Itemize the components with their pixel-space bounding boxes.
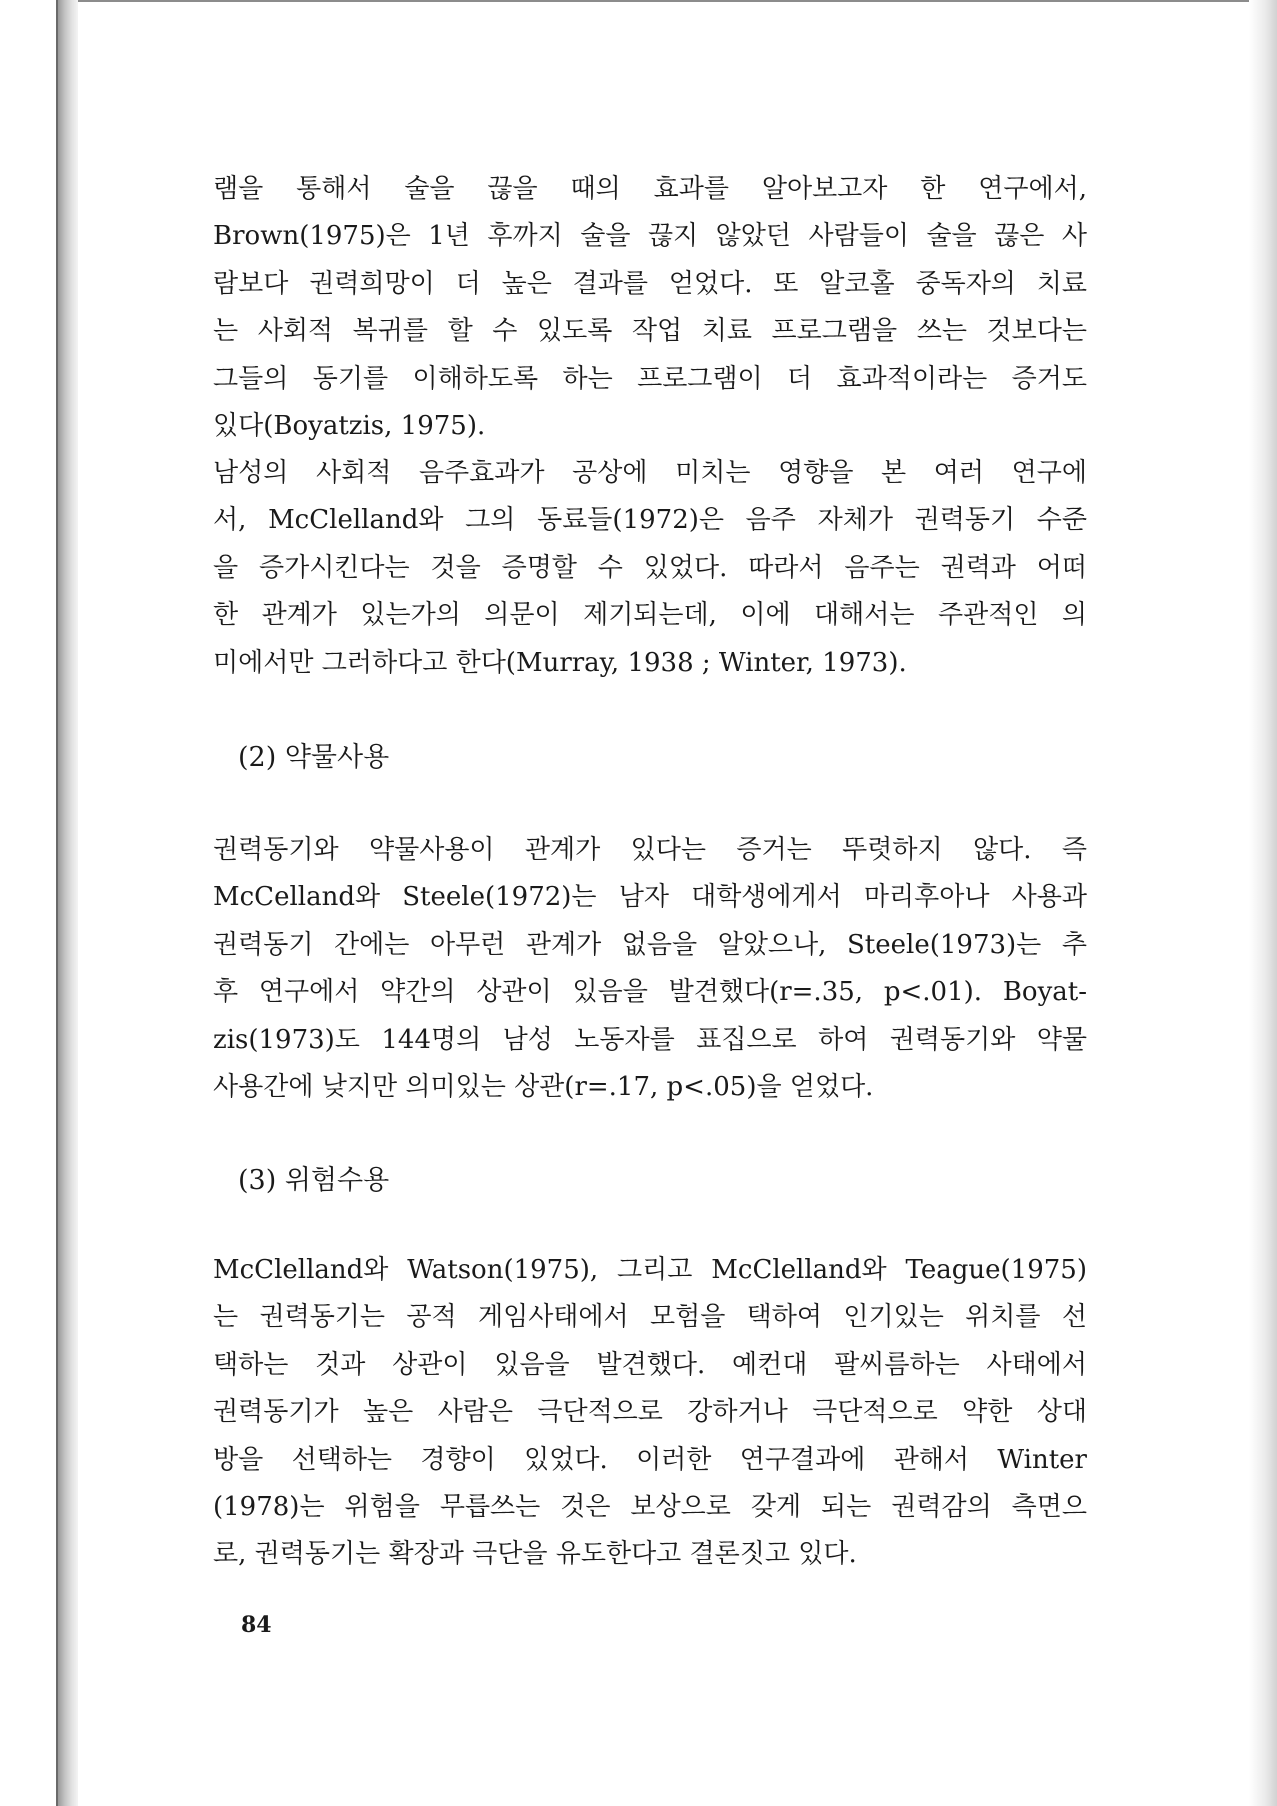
paragraph-line: 램을 통해서 술을 끊을 때의 효과를 알아보고자 한 연구에서, xyxy=(213,174,1087,204)
paragraph-line: McClelland와 Watson(1975), 그리고 McClelland와 Teague(1975) xyxy=(213,1255,1087,1285)
paragraph-line: zis(1973)도 144명의 남성 노동자를 표집으로 하여 권력동기와 약물 xyxy=(213,1024,1087,1055)
paragraph-line: 사용간에 낮지만 의미있는 상관(r=.17, p<.05)을 얻었다. xyxy=(213,1071,874,1102)
paragraph-line: 서, McClelland와 그의 동료들(1972)은 음주 자체가 권력동기 수준 xyxy=(213,505,1087,536)
paragraph-line: 람보다 권력희망이 더 높은 결과를 얻었다. 또 알코홀 중독자의 치료 xyxy=(213,268,1087,299)
section-heading-drug-use: (2) 약물사용 xyxy=(238,742,390,773)
paragraph-3 xyxy=(213,827,1087,1111)
paragraph-line: 후 연구에서 약간의 상관이 있음을 발견했다(r=.35, p<.01). Boyat- xyxy=(213,977,1087,1008)
paragraph-line: 권력동기 간에는 아무런 관계가 없음을 알았으나, Steele(1973)는 추 xyxy=(213,929,1087,960)
paragraph-line: 권력동기와 약물사용이 관계가 있다는 증거는 뚜렷하지 않다. 즉 xyxy=(213,835,1087,865)
paragraph-line: 을 증가시킨다는 것을 증명할 수 있었다. 따라서 음주는 권력과 어떠 xyxy=(213,552,1087,583)
paragraph-line: 는 사회적 복귀를 할 수 있도록 작업 치료 프로그램을 쓰는 것보다는 xyxy=(213,316,1087,347)
paragraph-line: 미에서만 그러하다고 한다(Murray, 1938 ; Winter, 1973). xyxy=(213,647,907,678)
page-right-shade xyxy=(1249,0,1277,1806)
paragraph-line: 택하는 것과 상관이 있음을 발견했다. 예컨대 팔씨름하는 사태에서 xyxy=(213,1349,1087,1380)
paragraph-line: Brown(1975)은 1년 후까지 술을 끊지 않았던 사람들이 술을 끊은 사 xyxy=(213,221,1087,252)
paragraph-line: McCelland와 Steele(1972)는 남자 대학생에게서 마리후아나 사용과 xyxy=(213,882,1087,913)
paragraph-1 xyxy=(213,166,1087,450)
paragraph-line: 남성의 사회적 음주효과가 공상에 미치는 영향을 본 여러 연구에 xyxy=(213,458,1087,488)
paragraph-4 xyxy=(213,1247,1087,1579)
page-number: 84 xyxy=(241,1612,272,1638)
paragraph-line: 방을 선택하는 경향이 있었다. 이러한 연구결과에 관해서 Winter xyxy=(213,1444,1087,1475)
paragraph-line: 는 권력동기는 공적 게임사태에서 모험을 택하여 인기있는 위치를 선 xyxy=(213,1302,1087,1333)
section-heading-risk-taking: (3) 위험수용 xyxy=(238,1165,390,1196)
paragraph-line: 권력동기가 높은 사람은 극단적으로 강하거나 극단적으로 약한 상대 xyxy=(213,1397,1087,1428)
paragraph-line: (1978)는 위험을 무릅쓰는 것은 보상으로 갖게 되는 권력감의 측면으 xyxy=(213,1491,1087,1522)
paragraph-line: 있다(Boyatzis, 1975). xyxy=(213,410,486,441)
paragraph-line: 그들의 동기를 이해하도록 하는 프로그램이 더 효과적이라는 증거도 xyxy=(213,363,1087,394)
paragraph-line: 로, 권력동기는 확장과 극단을 유도한다고 결론짓고 있다. xyxy=(213,1539,857,1570)
paragraph-2 xyxy=(213,450,1087,687)
paragraph-line: 한 관계가 있는가의 의문이 제기되는데, 이에 대해서는 주관적인 의 xyxy=(213,600,1087,631)
book-spine xyxy=(58,0,78,1806)
